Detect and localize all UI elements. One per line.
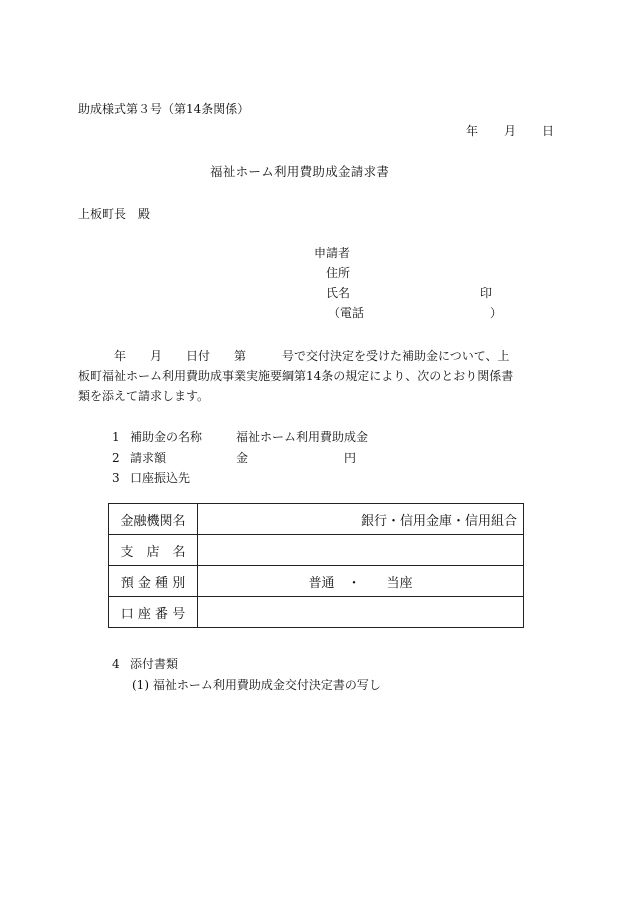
table-row (109, 566, 524, 597)
list-item (112, 427, 368, 448)
bank-name-header: 金融機関名 (109, 504, 198, 535)
item-label: 口座振込先 (130, 471, 191, 485)
list-item (112, 448, 368, 469)
table-row (109, 535, 524, 566)
item-value: 福祉ホーム利用費助成金 (236, 430, 369, 444)
table-row (109, 504, 524, 535)
document-title: 福祉ホーム利用費助成金請求書 (210, 164, 390, 179)
attachments-label: 添付書類 (130, 657, 179, 671)
seal-mark: 印 (480, 286, 493, 300)
addressee: 上板町長 殿 (78, 207, 151, 221)
bank-account-table (108, 503, 524, 628)
item-label: 補助金の名称 (130, 430, 203, 444)
account-number-field[interactable] (198, 597, 524, 628)
item-number: 1 (112, 430, 120, 444)
request-body (78, 346, 548, 406)
bank-name-field[interactable]: 銀行・信用金庫・信用組合 (198, 504, 524, 535)
attachments-section (112, 654, 381, 696)
attachment-item: (1) 福祉ホーム利用費助成金交付決定書の写し (132, 678, 381, 692)
name-label: 氏名 (326, 286, 351, 300)
date-day: 日 (541, 124, 554, 138)
form-number: 助成様式第３号（第14条関係） (78, 102, 250, 116)
body-line-3: 類を添えて請求します。 (78, 389, 210, 403)
item-value: 金 円 (236, 450, 357, 465)
branch-name-header: 支 店 名 (109, 535, 198, 566)
phone-close: ） (490, 306, 503, 320)
item-label: 請求額 (130, 450, 167, 465)
attachments-number: 4 (112, 657, 120, 671)
item-number: 2 (112, 450, 120, 465)
date-line (466, 122, 554, 139)
address-label: 住所 (326, 266, 351, 280)
attachments-heading (112, 654, 381, 675)
account-number-header: 口 座 番 号 (109, 597, 198, 628)
date-year: 年 (465, 124, 478, 138)
applicant-label: 申請者 (314, 246, 351, 260)
body-line-1: 年 月 日付 第 号で交付決定を受けた補助金について、上 (114, 349, 510, 363)
applicant-block (314, 244, 514, 324)
table-row (109, 597, 524, 628)
branch-name-field[interactable] (198, 535, 524, 566)
deposit-type-header: 預 金 種 別 (109, 566, 198, 597)
list-item (112, 468, 368, 489)
date-month: 月 (503, 124, 516, 138)
deposit-type-field[interactable]: 普通 ・ 当座 (198, 566, 524, 597)
item-list (112, 427, 368, 489)
item-number: 3 (112, 471, 120, 485)
body-line-2: 板町福祉ホーム利用費助成事業実施要綱第14条の規定により、次のとおり関係書 (78, 369, 514, 383)
phone-label: （電話 (328, 306, 365, 320)
